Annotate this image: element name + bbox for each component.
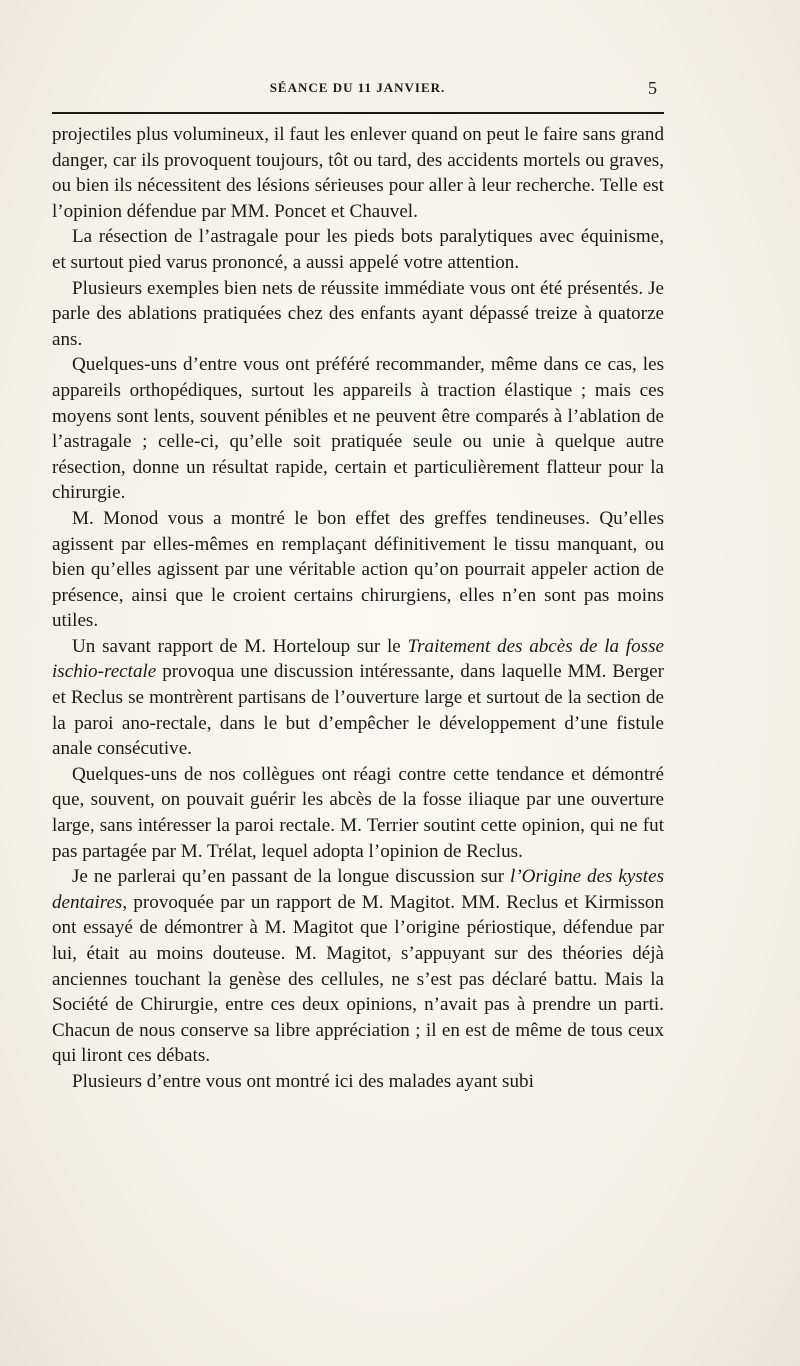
page-number: 5 [648, 78, 657, 98]
paragraph [52, 864, 664, 1069]
body-text [52, 122, 664, 1095]
text-span: Un savant rapport de M. Horteloup sur le [72, 635, 408, 657]
paragraph [52, 1069, 664, 1095]
text-span: Plusieurs d’entre vous ont montré ici des malades ayant subi [72, 1070, 534, 1092]
running-title: SÉANCE DU 11 JANVIER. [269, 80, 446, 95]
text-span: Quelques-uns de nos collègues ont réagi contre cette tendance et démontré que, souvent, on pouvait guérir les abcès de la fosse iliaque par une ouverture large, sans intéresser la paroi rectale. M. Terrier soutint cette opinion, qui ne fut pas partagée par M. Trélat, lequel adopta l’opinion de Reclus. [52, 763, 664, 862]
text-span: , provoquée par un rapport de M. Magitot. MM. Reclus et Kirmisson ont essayé de démontrer à M. Magitot que l’origine périostique, défendue par lui, était au moins douteuse. M. Magitot, s’appuyant sur des théories déjà anciennes touchant la genèse des cellules, ne s’est pas déclaré battu. Mais la Société de Chirurgie, entre ces deux opinions, n’avait pas à prendre un parti. Chacun de nous conserve sa libre appréciation ; il en est de même de tous ceux qui liront ces débats. [52, 891, 664, 1067]
running-head [50, 78, 665, 98]
header-rule [52, 112, 664, 114]
paragraph [52, 506, 664, 634]
paragraph [52, 352, 664, 506]
text-span: Plusieurs exemples bien nets de réussite immédiate vous ont été présentés. Je parle des ablations pratiquées chez des enfants ayant dépassé treize à quatorze ans. [52, 277, 664, 350]
text-span: Quelques-uns d’entre vous ont préféré recommander, même dans ce cas, les appareils orthopédiques, surtout les appareils à traction élastique ; mais ces moyens sont lents, souvent pénibles et ne peuvent être comparés à l’ablation de l’astragale ; celle-ci, qu’elle soit pratiquée seule ou unie à quelque autre résection, donne un résultat rapide, certain et particulièrement flatteur pour la chirurgie. [52, 354, 664, 504]
paragraph [52, 122, 664, 224]
text-span: provoqua une discussion intéressante, dans laquelle MM. Berger et Reclus se montrèrent partisans de l’ouverture large et surtout de la section de la paroi ano-rectale, dans le but d’empêcher le développement d’une fistule anale consécutive. [52, 661, 664, 760]
text-span: M. Monod vous a montré le bon effet des greffes tendineuses. Qu’elles agissent par elles-mêmes en remplaçant définitivement le tissu manquant, ou bien qu’elles agissent par une véritable action qu’on pourrait appeler action de présence, ainsi que le croient certains chirurgiens, elles n’en sont pas moins utiles. [52, 507, 664, 632]
paragraph [52, 634, 664, 762]
italic-title: l’Origine des kystes dentaires [52, 866, 665, 913]
paragraph [52, 276, 664, 353]
text-span: projectiles plus volumineux, il faut les enlever quand on peut le faire sans grand danger, car ils provoquent toujours, tôt ou tard, des accidents mortels ou graves, ou bien ils nécessitent des lésions sérieuses pour aller à leur recherche. Telle est l’opinion défendue par MM. Poncet et Chauvel. [52, 124, 664, 222]
paragraph [52, 762, 664, 864]
italic-title: Traitement des abcès de la fosse ischio-rectale [52, 635, 664, 683]
text-span: Je ne parlerai qu’en passant de la longue discussion sur [72, 866, 511, 888]
paragraph [52, 224, 664, 275]
text-span: La résection de l’astragale pour les pieds bots paralytiques avec équinisme, et surtout pied varus prononcé, a aussi appelé votre attention. [52, 226, 664, 273]
